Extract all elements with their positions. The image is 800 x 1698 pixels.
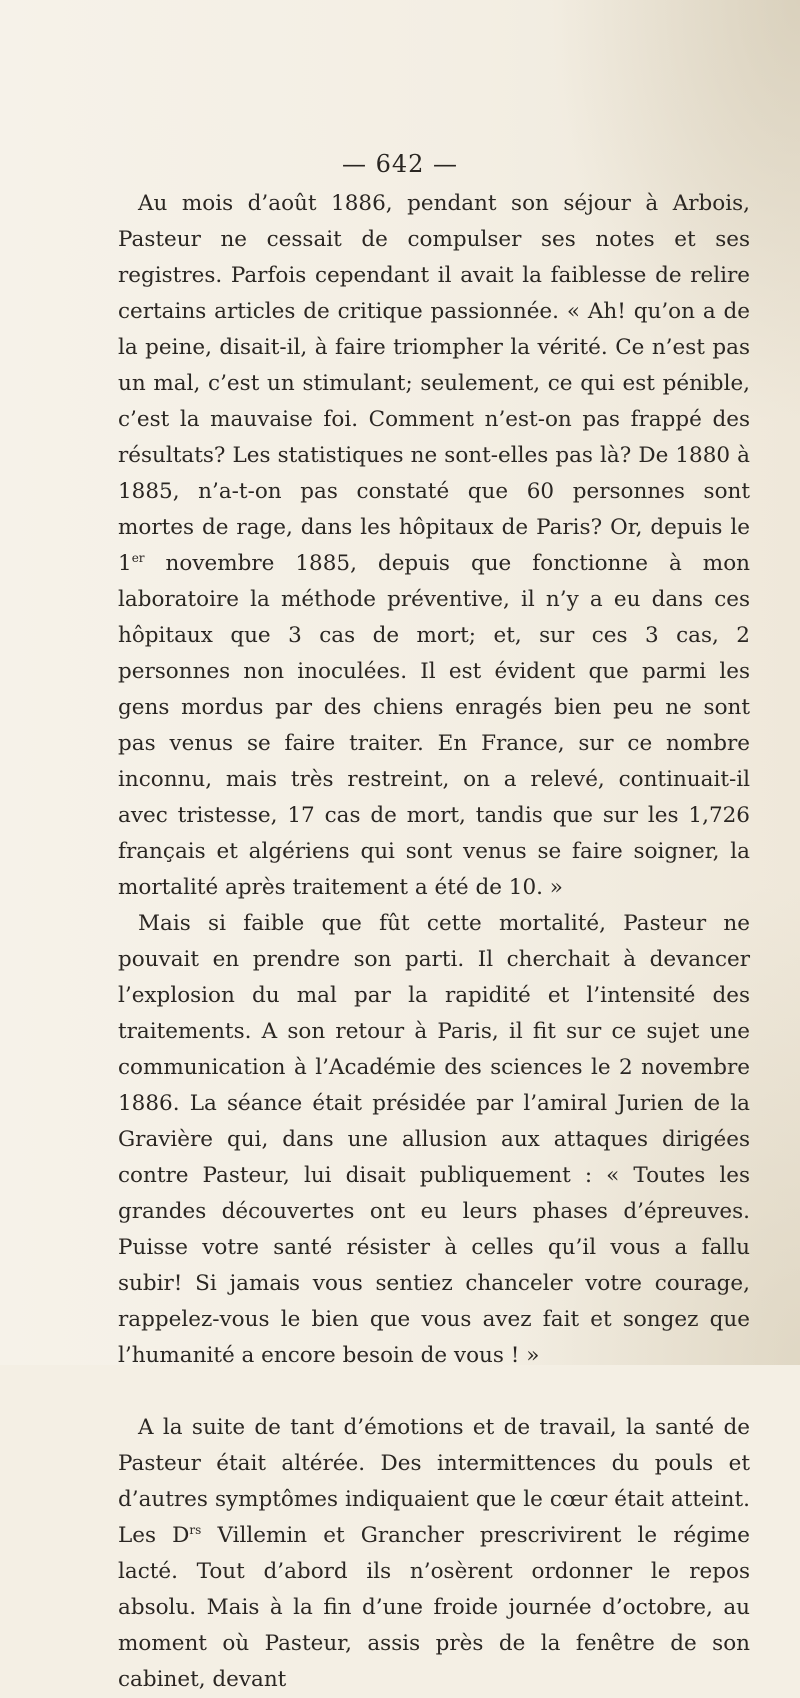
paragraph-1-text-b: novembre 1885, depuis que fonctionne à mon laboratoire la méthode préventive, il n’y a eu dans ces hôpitaux que 3 cas de mort; et, sur ces 3 cas, 2 personnes non inoculées. Il est évident que parmi les gens mordus par des chiens enragés bien peu ne sont pas venus se faire traiter. En France, sur ce nombre inconnu, mais très restreint, on a relevé, continuait-il avec tristesse, 17 cas de mort, tandis que sur les 1,726 français et algériens qui sont venus se faire soigner, la mortalité après traitement a été de 10. » (118, 551, 750, 900)
paragraph-1-text-a: Au mois d’août 1886, pendant son séjour à Arbois, Pasteur ne cessait de compulser ses notes et ses registres. Parfois cependant il avait la faiblesse de relire certains articles de critique passionnée. « Ah! qu’on a de la peine, disait-il, à faire triompher la vérité. Ce n’est pas un mal, c’est un stimulant; seulement, ce qui est pénible, c’est la mauvaise foi. Comment n’est-on pas frappé des résultats? Les statistiques ne sont-elles pas là? De 1880 à 1885, n’a-t-on pas constaté que 60 personnes sont mortes de rage, dans les hôpitaux de Paris? Or, depuis le 1 (118, 191, 750, 576)
paragraph-2: Mais si faible que fût cette mortalité, Pasteur ne pouvait en prendre son parti. Il cherchait à devancer l’explosion du mal par la rapidité et l’intensité des traitements. A son retour à Paris, il fit sur ce sujet une communication à l’Académie des sciences le 2 novembre 1886. La séance était présidée par l’amiral Jurien de la Gravière qui, dans une allusion aux attaques dirigées contre Pasteur, lui disait publiquement : « Toutes les grandes découvertes ont eu leurs phases d’épreuves. Puisse votre santé résister à celles qu’il vous a fallu subir! Si jamais vous sentiez chanceler votre courage, rappelez-vous le bien que vous avez fait et songez que l’humanité a encore besoin de vous ! » (118, 911, 750, 1368)
page-number: — 642 — (341, 150, 459, 178)
text-body (118, 186, 750, 1698)
paragraph-3 (118, 1410, 750, 1698)
ordinal-superscript: er (131, 550, 145, 565)
doctors-superscript: rs (189, 1522, 202, 1537)
paragraph-1 (118, 186, 750, 906)
paragraph-3-text-b: Villemin et Grancher prescrivirent le régime lacté. Tout d’abord ils n’osèrent ordonner le repos absolu. Mais à la fin d’une froide journée d’octobre, au moment où Pasteur, assis près de la fenêtre de son cabinet, devant (118, 1523, 751, 1692)
paragraph-3-text-a: A la suite de tant d’émotions et de travail, la santé de Pasteur était altérée. Des intermittences du pouls et d’autres symptômes indiquaient que le cœur était atteint. Les D (118, 1415, 750, 1548)
